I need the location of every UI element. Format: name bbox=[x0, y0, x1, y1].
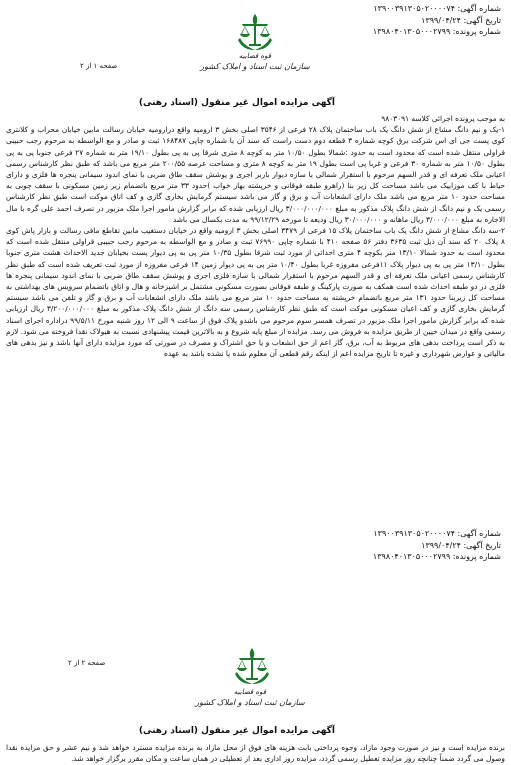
organization-logo-text bbox=[195, 688, 305, 707]
notice-body bbox=[6, 113, 505, 359]
paragraph: به موجب پرونده اجرائی کلاسه ۹۸۰۳۰۹۱ bbox=[381, 114, 505, 123]
org-line1: قوه قضاییه bbox=[233, 688, 267, 696]
notice-body bbox=[6, 742, 505, 764]
ad-number: شماره آگهی: ۱۳۹۰۰۳۹۱۳۰۵۰۲۰۰۰۰۷۴ bbox=[373, 4, 501, 13]
ad-date: تاریخ آگهی: ۱۳۹۹/۰۴/۲۴ bbox=[421, 15, 501, 25]
notice-title: آگهی مزایده اموال غیر منقول (اسناد رهنی) bbox=[138, 98, 335, 108]
notice-meta bbox=[373, 528, 501, 563]
notice-meta bbox=[373, 3, 501, 38]
ad-number: شماره آگهی: ۱۳۹۰۰۳۹۱۳۰۵۰۲۰۰۰۰۷۴ bbox=[373, 529, 501, 538]
organization-logo-text bbox=[200, 52, 310, 71]
file-number: شماره پرونده: ۱۳۹۸۰۴۰۱۳۰۵۰۰۰۲۷۹۹ bbox=[372, 27, 501, 36]
org-line2: سازمان ثبت اسناد و املاک کشور bbox=[195, 698, 305, 707]
org-line1: قوه قضاییه bbox=[238, 52, 272, 60]
page-label: صفحه ۱ از ۲ bbox=[80, 62, 118, 70]
notice-page-2 bbox=[0, 524, 511, 765]
notice-title: آگهی مزایده اموال غیر منقول (اسناد رهنی) bbox=[138, 726, 335, 736]
ad-date: تاریخ آگهی: ۱۳۹۹/۰۴/۲۴ bbox=[421, 540, 501, 550]
file-number: شماره پرونده: ۱۳۹۸۰۴۰۱۳۰۵۰۰۰۲۷۹۹ bbox=[372, 552, 501, 561]
page-label: صفحه ۲ از ۲ bbox=[68, 659, 106, 667]
paragraph: ۲-سه دانگ مشاع از شش دانگ یک باب ساختمان پلاک ۱۵ فرعی از ۳۴۷۹ اصلی بخش ۳ ارومیه واقع در خیابان دستغیب مابین تقاطع مافی رسالت و بازار پاش کوی ۸ پلاک ۲۰ که سند آن ذیل ثبت ۳۶۳۵ دفتر ۵۶ صفحه ۴۱۰ با شماره چاپی ۷۶۹۹۰ ثبت و صادر و مع الواسطه به مرحوم رجب حبیبی قراولی منتقل شده است که محدود است به حدود شمالا ۱۳/۱۰ متر بکوچه ۴ متری احداثی از مورد ثبت شرقا بطول ۱۰/۳۵ متر پی به پی دیوار پست بخیابان جدید الاحداث هشت متری جنوبا بطول ۱۳/۱۰ متر پی به پی دیوار پلاک ۱۱فرعی مفروزه غربا بطول ۱۰/۴۰ متر پی به پی دیوار زمین ۱۴ فرعی مفروزه از مورد ثبت تعریف شده است که طبق نظر کارشناس رسمی اعیانی ملک تعرفه ای و قدر السهم مرحوم با استقرار شمالی با سازه فلزی اجری و پوشش سقف طاق ضربی با نمای اندود سیمانی پنجره ها فلزی در دو طبقه احداث شده است همکف به صورت پارکینگ و طبقه فوقانی بصورت مسکونی مشتمل بر اشپزخانه و هال و اتاق باتضمام سرویس های بهداشتی به مساحت کل زیربنا حدود ۱۳۱ متر مربع باتضمام خرپشته به مساحت حدود ۱۰ متر مربع می باشد ملک دارای انشعابات آب و برق و گاز و تلفن می باشد سیستم گرمایش بخاری گازی و کف اعیان مسکونی موکت است که طبق نظر کارشناس رسمی سه دانگ از شش دانگ پلاک مذکور به مبلغ ۳/۲۰۰/۰۰۰/۰۰۰ ریال ارزیابی شده که برابر گزارش مامور اجرا ملک مزبور در تصرف همسر سوم مرحوم می باشدو پلاک فوق از ساعت ۹ الی ۱۲ روز شنبه مورخ ۹۹/۵/۱۱ دراداره اجرای اسناد رسمی واقع در میدان خیین از طریق مزایده به فروش می رسد. مزایده از مبلغ پایه شروع و به بالاترین قیمت پیشنهادی نسبت به هیولاک نقدا فروخته می شود. لازم به ذکر است پرداخت بدهی های مربوط به آب، برق، گاز اعم از حق انشعاب و یا حق اشتراک و مصرف در صورتی که مورد مزایده دارای آنها باشد و نیز بدهی های مالیاتی و عوارض شهرداری و غیره تا تاریخ مزایده اعم از اینکه رقم قطعی آن معلوم شده یا نشده باشد به عهده bbox=[6, 226, 506, 359]
org-line2: سازمان ثبت اسناد و املاک کشور bbox=[200, 62, 310, 71]
judiciary-emblem-icon bbox=[229, 644, 275, 688]
paragraph: برنده مزایده است و نیز در صورت وجود مازاد، وجوه پرداختی بابت هزینه های فوق از محل مازاد به برنده مزایده مسترد خواهد شد و نیم عشر و حق مزایده نقدا وصول می گردد ضمناً چنانچه روز مزایده تعطیل رسمی گردد، مزایده روز اداری بعد از تعطیلی در همان ساعت و مکان مقرر برگزار خواهد شد. bbox=[6, 743, 505, 763]
judiciary-emblem-icon bbox=[232, 10, 278, 54]
paragraph: ۱-یک و نیم دانگ مشاع از شش دانگ یک باب ساختمان پلاک ۲۸ فرعی از ۳۵۴۶ اصلی بخش ۳ ارومیه واقع درارومیه خیابان رسالت مابین خیابان محراب و کلانتری کوی پست جی ای اس شرکت برق کوچه شماره ۳ قطعه دوم دست راست که سند آن با شماره چاپی ۱۶۸۴۸۷ ثبت و صادر و مع الواسطه به مرحوم رجب حبیبی قراولی منتقل شده است که محدود است به حدود :شمالا بطول ۱۰/۵۰ متر به کوچه ۸ متری شرقا پی به پی بطول ۱۹/۱۰ متر به شماره ۲۷ فرعی جنوبا پی به پی بطول ۱۰/۵۰ متر به شماره ۳۰ فرعی و غربا پی است بطول ۱۹ متر به کوچه ۸ متری و مساحت عرصه ۲۰۰/۵۵ متر مربع می باشد که طبق نظر کارشناس رسمی اعیانی ملک تعرفه ای و قدر السهم مرحوم با استقرار شمالی با سازه دیوار باربر اجری و پوشش سقف طاق ضربی با نمای اندود سیمانی پنجره ها فلزی و دارای حیاط با کف موزاییک می باشد مساحت کل زیر بنا (راهرو طبقه فوقانی و خرپشته بهار خواب )حدود ۳۳ متر مربع باتضمام زیر زمین مسکونی با سقف چوبی به مساحت حدود ۱۰ متر مربع می باشد ملک دارای انشعابات آب و برق و گاز می باشد سیستم گرمایش بخاری گازی و کف اتاق موکت است طبق نظر کارشناس رسمی یک و نیم دانگ از شش دانگ پلاک مذکور به مبلغ ۳/۰۰۰/۰۰۰/۰۰۰ ریال ارزیابی شده که برابر گزارش مامور اجرا ملک مزبور در تصرف احمد علی گره با مال الاجاره به مبلغ ۳/۰۰۰/۰۰۰ ریال ماهانه و ۳۰/۰۰۰/۰۰۰ ریال ودیعه تا مورخه ۹۹/۱۲/۲۹ به مدت یکسال می باشد bbox=[6, 125, 506, 224]
